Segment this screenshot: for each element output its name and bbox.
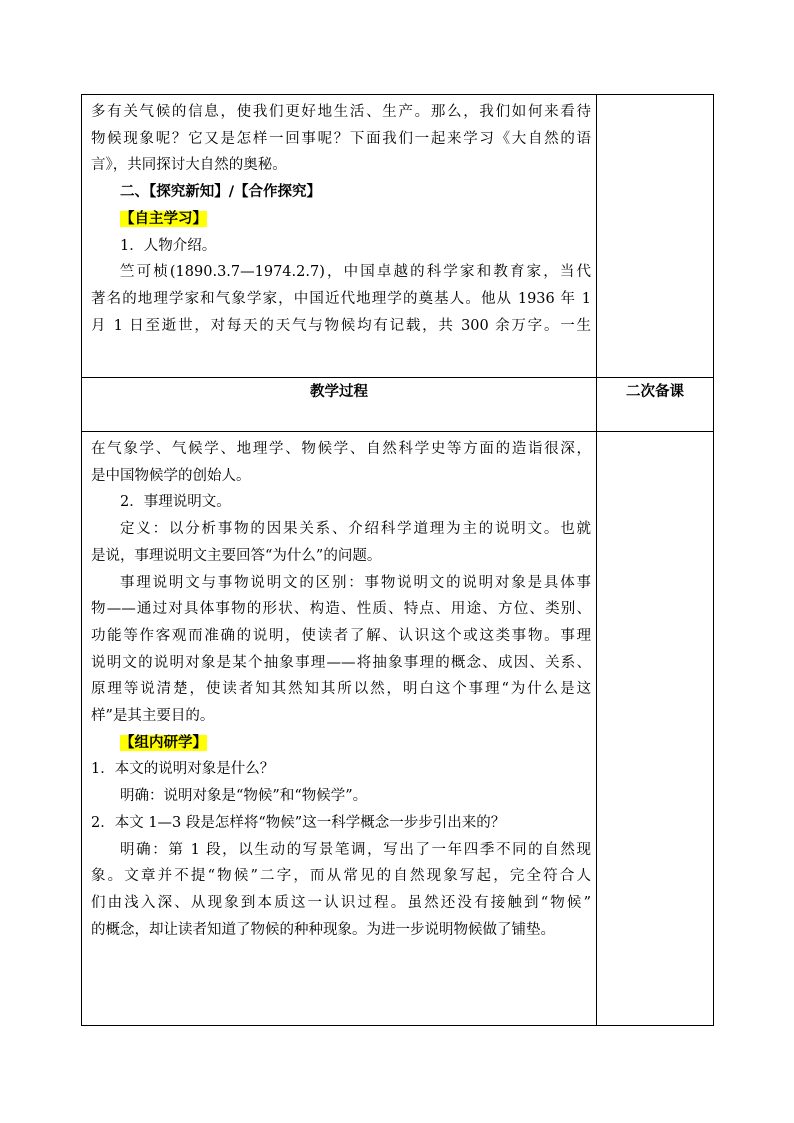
question-2: 2．本文 1—3 段是怎样将“物候”这一科学概念一步步引出来的？ (91, 814, 506, 831)
bio-line-1: 竺可桢(1890.3.7—1974.2.7)，中国卓越的科学家和教育家，当代 (120, 264, 591, 281)
answer-2-line-3: 们由浅入深、从现象到本质这一认识过程。虽然还没有接触到“物候” (91, 894, 591, 911)
difference-line-3: 功能等作客观而准确的说明，使读者了解、认识这个或这类事物。事理 (91, 627, 591, 644)
definition-line-2: 是说，事理说明文主要回答“为什么”的问题。 (91, 547, 382, 564)
group-study-label: 【组内研学】 (120, 734, 207, 751)
answer-1: 明确：说明对象是“物候”和“物候学”。 (120, 788, 368, 805)
teaching-process-header: 教学过程 (310, 384, 368, 400)
difference-line-6: 样”是其主要目的。 (91, 708, 215, 725)
column-divider (596, 95, 597, 1025)
difference-line-4: 说明文的说明对象是某个抽象事理——将抽象事理的概念、成因、关系、 (91, 654, 591, 671)
bio-cont-line-2: 是中国物候学的创始人。 (91, 467, 251, 484)
answer-2-line-2: 象。文章并不提“物候”二字，而从常见的自然现象写起，完全符合人 (91, 868, 591, 885)
bio-cont-line-1: 在气象学、气候学、地理学、物候学、自然科学史等方面的造诣很深， (91, 441, 591, 457)
definition-line-1: 定义：以分析事物的因果关系、介绍科学道理为主的说明文。也就 (120, 521, 591, 538)
item-1-person-intro: 1．人物介绍。 (120, 237, 217, 254)
difference-line-2: 物——通过对具体事物的形状、构造、性质、特点、用途、方位、类别、 (91, 601, 591, 618)
self-study-label: 【自主学习】 (120, 210, 207, 227)
answer-2-line-1: 明确：第 1 段，以生动的写景笔调，写出了一年四季不同的自然现 (120, 841, 591, 858)
item-2-explanatory-text: 2．事理说明文。 (120, 494, 231, 511)
lesson-plan-table (81, 94, 714, 1026)
header-row-bottom-border (82, 431, 713, 432)
second-prep-header: 二次备课 (626, 384, 684, 400)
bio-line-3: 月 1 日至逝世，对每天的天气与物候均有记载，共 300 余万字。一生 (91, 317, 591, 334)
difference-line-1: 事理说明文与事物说明文的区别：事物说明文的说明对象是具体事 (120, 574, 591, 591)
bottom-content-cell (91, 436, 591, 943)
section-heading: 二、【探究新知】/【合作探究】 (120, 184, 322, 201)
answer-2-line-4: 的概念，却让读者知道了物候的种种现象。为进一步说明物候做了铺垫。 (91, 921, 555, 938)
question-1: 1．本文的说明对象是什么？ (91, 761, 275, 778)
bio-line-2: 著名的地理学家和气象学家，中国近代地理学的奠基人。他从 1936 年 1 (91, 290, 591, 307)
top-content-cell (91, 99, 591, 339)
intro-line-1: 多有关气候的信息，使我们更好地生活、生产。那么，我们如何来看待 (91, 104, 591, 120)
intro-line-3: 言》，共同探讨大自然的奥秘。 (91, 157, 287, 174)
intro-line-2: 物候现象呢？它又是怎样一回事呢？下面我们一起来学习《大自然的语 (91, 130, 591, 147)
difference-line-5: 原理等说清楚，使读者知其然知其所以然，明白这个事理“为什么是这 (91, 681, 591, 698)
